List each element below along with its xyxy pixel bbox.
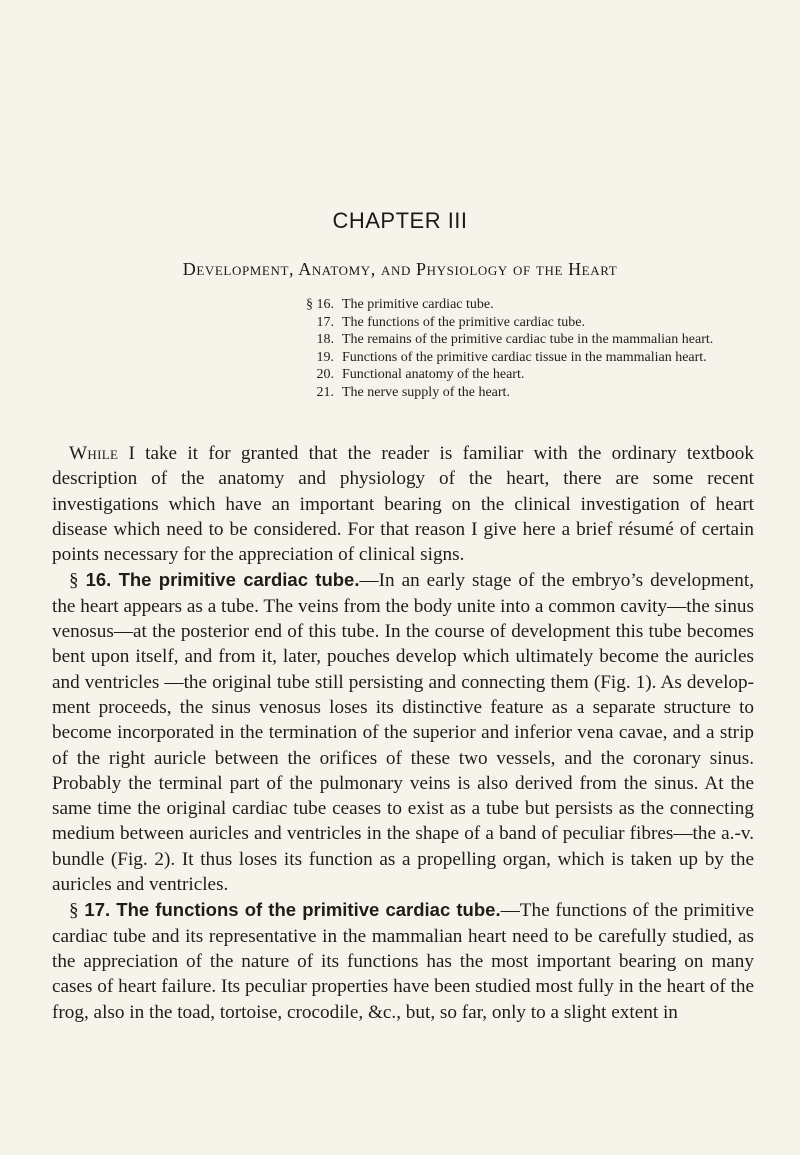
- contents-item: [300, 384, 780, 402]
- intro-paragraph: [52, 441, 754, 567]
- contents-item-number: 18.: [316, 332, 334, 347]
- contents-item-text: Functional anatomy of the heart.: [342, 367, 525, 382]
- section-number: 16.: [85, 569, 112, 591]
- contents-item: [300, 349, 780, 367]
- section-16-paragraph: [52, 567, 754, 897]
- chapter-subtitle: Development, Anatomy, and Physiology of the Heart: [182, 259, 618, 279]
- contents-item: [300, 366, 780, 384]
- contents-item: [300, 331, 780, 349]
- contents-item-number: 21.: [316, 384, 334, 400]
- contents-item-text: Functions of the primitive cardiac tissue in the mammalian heart.: [342, 349, 707, 365]
- contents-item-number: 20.: [316, 367, 334, 382]
- section-heading: The functions of the primitive cardiac tube.: [110, 899, 501, 921]
- contents-item-number: 17.: [316, 314, 334, 330]
- contents-item-text: The functions of the primitive cardiac tube.: [342, 314, 585, 330]
- contents-item-number: 19.: [316, 349, 334, 365]
- contents-item-number: § 16.: [306, 297, 334, 312]
- contents-item-text: The nerve supply of the heart.: [342, 384, 510, 400]
- contents-item-text: The remains of the primitive cardiac tube in the mammalian heart.: [342, 332, 714, 347]
- section-heading: The primitive cardiac tube.: [111, 569, 360, 591]
- section-text: —The functions of the primitive cardiac tube and its representative in the mammalian heart need to be carefully studied, as the appreciation of the nature of its functions has the most important bearing on many cases of heart failure. Its peculiar properties have been studied most fully in the heart of the frog, also in the toad, tortoise, crocodile, &c., but, so far, only to a slight extent in: [52, 900, 755, 1023]
- intro-lead-word: While: [69, 443, 119, 464]
- contents-item: [300, 296, 780, 314]
- section-number: 17.: [84, 899, 111, 921]
- body-text: [52, 441, 754, 1025]
- chapter-title: CHAPTER III: [332, 208, 468, 233]
- section-mark: §: [69, 900, 85, 922]
- section-17-paragraph: [52, 897, 754, 1024]
- intro-text: I take it for granted that the reader is familiar with the ordinary textbook description of the anatomy and physiology of the heart, there are some recent investigations which have an important bearing on the clinical investigation of heart disease which need to be considered. For that reason I give here a brief résumé of certain points necessary for the appreciation of clinical signs.: [52, 443, 754, 566]
- section-text: —In an early stage of the embryo’s development, the heart appears as a tube. The veins from the body unite into a common cavity—the sinus venosus—at the posterior end of this tube. In the course of development this tube becomes bent upon itself, and from it, later, pouches develop which ultimately become the auricles and ventricles —the original tube still persisting and connecting them (Fig. 1). As develop-ment proceeds, the sinus venosus loses its distinctive feature as a separate structure to become incorporated in the termination of the superior and inferior vena cavae, and a strip of the right auricle between the orifices of these two vessels, and the coronary sinus. Probably the terminal part of the pulmonary veins is also derived from the sinus. At the same time the original cardiac tube ceases to exist as a tube but persists as the connecting medium between auricles and ventricles in the shape of a band of peculiar fibres—the a.-v. bundle (Fig. 2). It thus loses its function as a propelling organ, which is taken up by the auricles and ventricles.: [52, 570, 754, 896]
- contents-item-text: The primitive cardiac tube.: [342, 297, 494, 312]
- contents-item: [300, 314, 780, 332]
- section-mark: §: [69, 570, 86, 592]
- chapter-contents: [300, 296, 780, 401]
